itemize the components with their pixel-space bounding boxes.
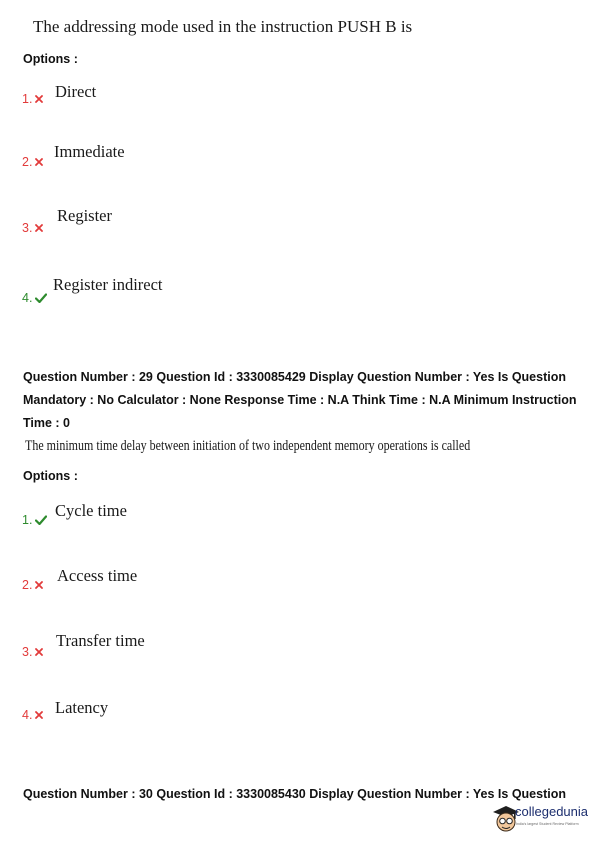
option-number: 4. <box>22 291 33 305</box>
option-number: 2. <box>22 578 33 592</box>
option-row[interactable] <box>22 289 47 307</box>
collegedunia-logo-text: collegedunia <box>515 804 589 819</box>
option-row[interactable] <box>22 706 43 724</box>
option-row[interactable] <box>22 90 43 108</box>
option-text: Access time <box>57 566 138 585</box>
cross-icon <box>35 648 43 656</box>
option-number: 1. <box>22 513 33 527</box>
cross-icon <box>35 95 43 103</box>
cross-icon <box>35 581 43 589</box>
option-text: Immediate <box>54 142 125 161</box>
option-row[interactable] <box>22 511 47 529</box>
option-row[interactable] <box>22 153 43 171</box>
option-row[interactable] <box>22 219 43 237</box>
question-meta-line: Question Number : 29 Question Id : 3330085429 Display Question Number : Yes Is Question <box>23 370 566 384</box>
option-text: Cycle time <box>55 501 127 520</box>
option-text: Register indirect <box>53 275 163 294</box>
question-meta-line: Question Number : 30 Question Id : 3330085430 Display Question Number : Yes Is Question <box>23 787 566 801</box>
options-label: Options : <box>23 52 78 66</box>
question-meta-line: Time : 0 <box>23 416 71 430</box>
option-row[interactable] <box>22 576 43 594</box>
option-row[interactable] <box>22 643 43 661</box>
option-text: Direct <box>55 82 97 101</box>
options-label: Options : <box>23 469 78 483</box>
check-icon <box>35 293 47 303</box>
cross-icon <box>35 711 43 719</box>
collegedunia-tagline: India's largest Student Review Platform <box>516 822 579 826</box>
option-text: Latency <box>55 698 109 717</box>
option-number: 1. <box>22 92 33 106</box>
question-29-text: The minimum time delay between initiation of two independent memory operations is called <box>25 438 471 454</box>
option-number: 3. <box>22 221 33 235</box>
option-text: Register <box>57 206 112 225</box>
question-meta-line: Mandatory : No Calculator : None Response Time : N.A Think Time : N.A Minimum Instruction <box>23 393 577 407</box>
check-icon <box>35 515 47 525</box>
cross-icon <box>35 158 43 166</box>
option-number: 3. <box>22 645 33 659</box>
option-text: Transfer time <box>56 631 145 650</box>
cross-icon <box>35 224 43 232</box>
option-number: 4. <box>22 708 33 722</box>
option-number: 2. <box>22 155 33 169</box>
question-28-text: The addressing mode used in the instruction PUSH B is <box>33 17 413 36</box>
